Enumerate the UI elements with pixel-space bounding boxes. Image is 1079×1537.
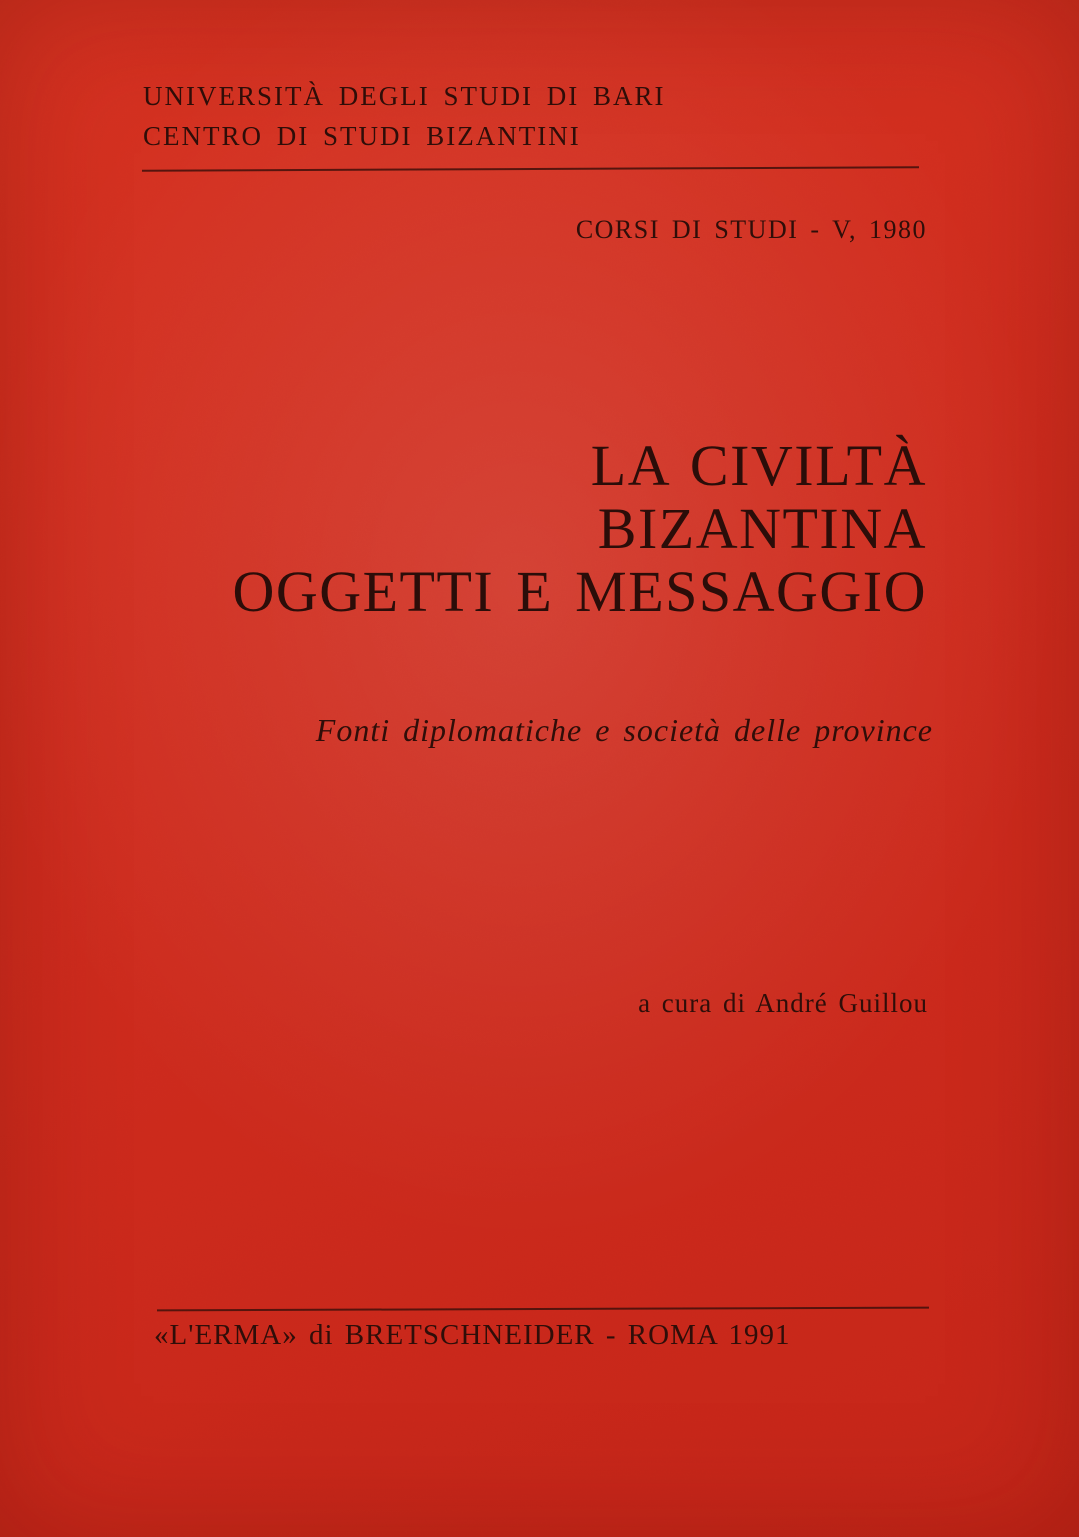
institution-line2: CENTRO DI STUDI BIZANTINI (143, 121, 581, 151)
series-line: CORSI DI STUDI - V, 1980 (575, 215, 927, 244)
editor-line: a cura di André Guillou (638, 988, 928, 1018)
institution-block (143, 76, 665, 156)
title-line2: BIZANTINA (597, 496, 927, 561)
top-rule (142, 166, 919, 171)
title-line1: LA CIVILTÀ (590, 433, 927, 498)
book-subtitle: Fonti diplomatiche e società delle province (315, 712, 933, 748)
title-line3: OGGETTI E MESSAGGIO (232, 559, 927, 624)
institution-line1: UNIVERSITÀ DEGLI STUDI DI BARI (143, 81, 666, 111)
publisher-line: «L'ERMA» di BRETSCHNEIDER - ROMA 1991 (154, 1319, 791, 1351)
book-title (232, 434, 927, 623)
bottom-rule (157, 1307, 929, 1312)
